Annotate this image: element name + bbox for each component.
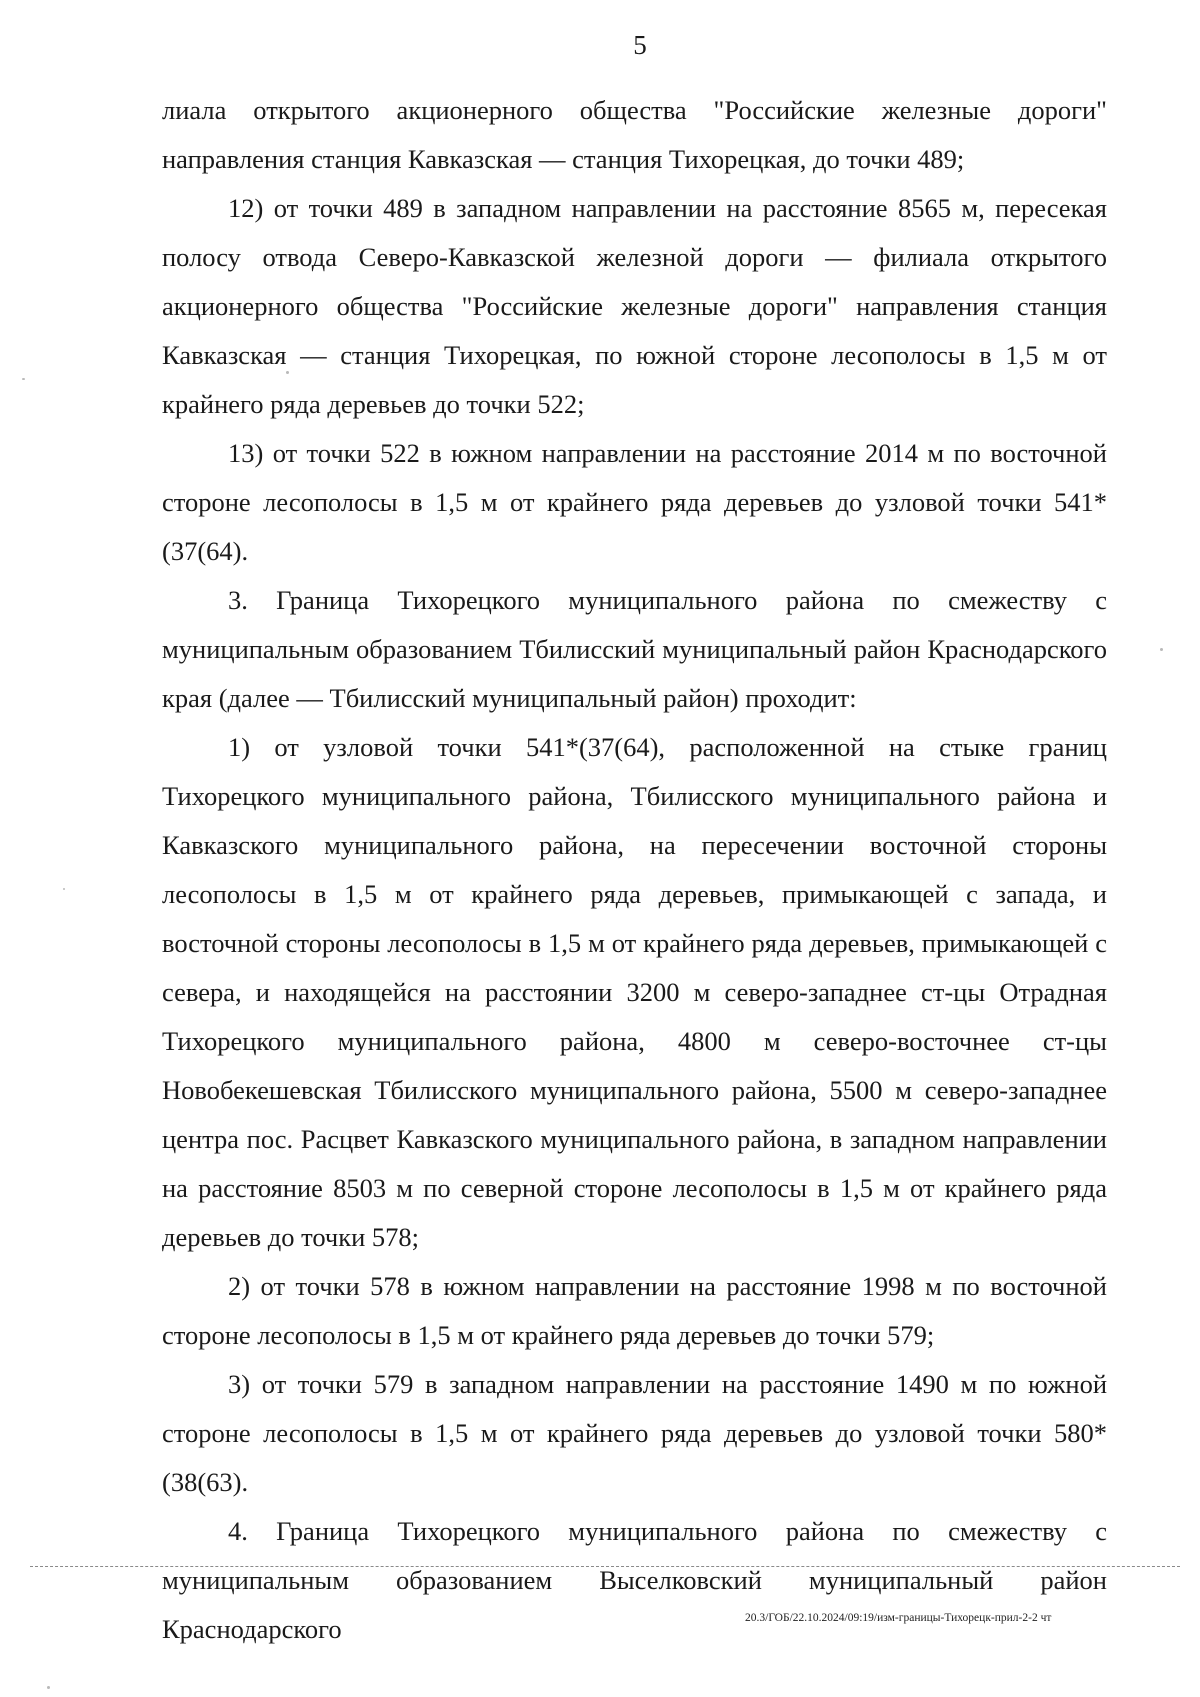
page-number	[0, 30, 1200, 61]
page-bottom-divider	[30, 1566, 1180, 1567]
paragraph: 4. Граница Тихорецкого муниципального района по смежеству с муниципальным образованием Выселковский муниципальный район Краснодарского	[162, 1516, 1107, 1644]
paragraph: 2) от точки 578 в южном направлении на расстояние 1998 м по восточной стороне лесополосы в 1,5 м от крайнего ряда деревьев до точки 579;	[162, 1271, 1107, 1350]
scan-speck	[1160, 648, 1163, 651]
paragraph: 3) от точки 579 в западном направлении на расстояние 1490 м по южной стороне лесополосы в 1,5 м от крайнего ряда деревьев до узловой точки 580*(38(63).	[162, 1369, 1107, 1497]
paragraph: 13) от точки 522 в южном направлении на расстояние 2014 м по восточной стороне лесополосы в 1,5 м от крайнего ряда деревьев до узловой точки 541*(37(64).	[162, 438, 1107, 566]
document-footer-code: 20.3/ГОБ/22.10.2024/09:19/изм-границы-Тихорецк-прил-2-2 чт	[745, 1612, 1052, 1624]
document-body	[162, 86, 1107, 1654]
paragraph: лиала открытого акционерного общества "Российские железные дороги" направления станция Кавказская — станция Тихорецкая, до точки 489;	[162, 95, 1107, 174]
scan-speck	[286, 371, 289, 374]
paragraph: 3. Граница Тихорецкого муниципального района по смежеству с муниципальным образованием Тбилисский муниципальный район Краснодарского края (далее — Тбилисский муниципальный район) проходит:	[162, 585, 1107, 713]
paragraph: 1) от узловой точки 541*(37(64), расположенной на стыке границ Тихорецкого муниципального района, Тбилисского муниципального района и Кавказского муниципального района, на пересечении восточной стороны лесополосы в 1,5 м от крайнего ряда деревьев, примыкающей с запада, и восточной стороны лесополосы в 1,5 м от крайнего ряда деревьев, примыкающей с севера, и находящейся на расстоянии 3200 м северо-западнее ст-цы Отрадная Тихорецкого муниципального района, 4800 м северо-восточнее ст-цы Новобекешевская Тбилисского муниципального района, 5500 м северо-западнее центра пос. Расцвет Кавказского муниципального района, в западном направлении на расстояние 8503 м по северной стороне лесополосы в 1,5 м от крайнего ряда деревьев до точки 578;	[162, 732, 1107, 1252]
scan-speck	[22, 378, 25, 380]
scan-speck	[47, 1686, 50, 1689]
paragraph: 12) от точки 489 в западном направлении на расстояние 8565 м, пересекая полосу отвода Северо-Кавказской железной дороги — филиала открытого акционерного общества "Российские железные дороги" направления станция Кавказская — станция Тихорецкая, по южной стороне лесополосы в 1,5 м от крайнего ряда деревьев до точки 522;	[162, 193, 1107, 419]
page-number-text: 5	[633, 30, 647, 60]
scan-speck	[63, 888, 65, 890]
